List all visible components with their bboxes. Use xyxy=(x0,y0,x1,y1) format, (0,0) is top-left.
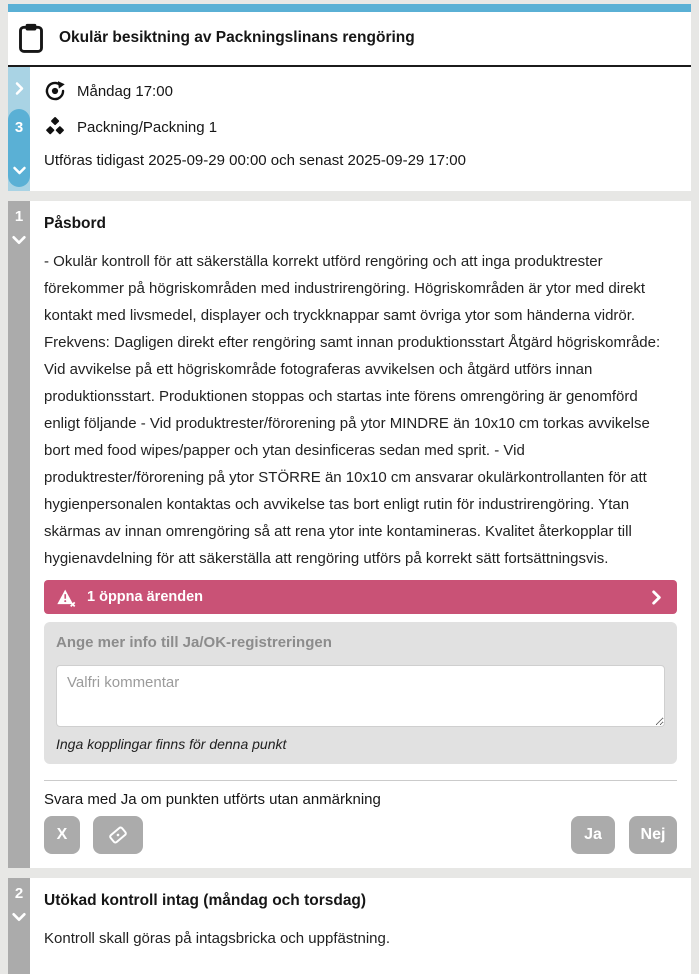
comment-label: Ange mer info till Ja/OK-registreringen xyxy=(56,634,332,651)
point-count: 3 xyxy=(14,119,24,136)
yes-button[interactable]: Ja xyxy=(571,816,615,854)
schedule-rail xyxy=(8,67,30,191)
no-button[interactable]: Nej xyxy=(629,816,677,854)
expand-right-button[interactable] xyxy=(12,67,27,109)
checklist-header xyxy=(8,12,691,67)
chevron-down-icon[interactable] xyxy=(11,232,27,248)
task-1-rail xyxy=(8,201,30,868)
task-1-title: Påsbord xyxy=(44,215,107,232)
open-issues-label: 1 öppna ärenden xyxy=(87,589,204,605)
answer-button-row xyxy=(44,816,677,854)
answer-prompt: Svara med Ja om punkten utförts utan anmärkning xyxy=(44,791,381,808)
warning-triangle-x-icon xyxy=(56,587,77,608)
comment-input[interactable] xyxy=(56,665,665,727)
task-card-1 xyxy=(8,201,691,868)
task-2-content xyxy=(30,878,691,974)
comment-panel xyxy=(44,622,677,764)
task-1-content xyxy=(30,201,691,868)
packaging-cubes-icon xyxy=(44,116,66,138)
schedule-window-row xyxy=(44,152,466,169)
page-title: Okulär besiktning av Packningslinans rengöring xyxy=(59,29,415,46)
task-card-2 xyxy=(8,878,691,974)
schedule-window-label: Utföras tidigast 2025-09-29 00:00 och senast 2025-09-29 17:00 xyxy=(44,152,466,169)
tag-button[interactable] xyxy=(93,816,143,854)
point-count-pill[interactable] xyxy=(8,109,30,187)
task-2-number: 2 xyxy=(14,885,24,902)
chevron-right-icon xyxy=(648,589,665,606)
recurring-inspection-icon xyxy=(44,80,66,102)
clipboard-icon xyxy=(18,23,44,53)
clear-answer-button[interactable]: X xyxy=(44,816,80,854)
task-2-description: Kontroll skall göras på intagsbricka och uppfästning. xyxy=(44,930,391,947)
chevron-down-icon xyxy=(12,163,27,178)
open-issues-banner[interactable] xyxy=(44,580,677,614)
schedule-content xyxy=(30,67,478,191)
schedule-line-row xyxy=(44,116,466,138)
task-2-rail xyxy=(8,878,30,974)
chevron-down-icon[interactable] xyxy=(11,909,27,925)
chevron-right-icon xyxy=(12,81,27,96)
ticket-icon xyxy=(106,823,130,847)
task-1-number: 1 xyxy=(14,208,24,225)
task-1-description: - Okulär kontroll för att säkerställa korrekt utförd rengöring och att inga produktrester förekommer på högriskområden med industrirengöring. Högriskområden är ytor med direkt kontakt med livsmedel, displayer och tryckknappar samt övriga ytor som händerna vidrör. Frekvens: Dagligen direkt efter rengöring samt innan produktionsstart Åtgärd högriskområde: Vid avvikelse på ett högriskområde fotograferas avvikelsen och åtgärd utförs innan produktionsstart. Produktionen stoppas och startas inte förens omrengöring är genomförd enligt följande - Vid produktrester/förorening på ytor MINDRE än 10x10 cm torkas avvikelse bort med food wipes/papper och ytan desinficeras sedan med sprit. - Vid produktrester/förorening på ytor STÖRRE än 10x10 cm ansvarar okulärkontrollanten för att hygienpersonalen kontaktas och avvikelse tas bort enligt rutin för industrirengöring. Ytan skärmas av innan omrengöring så att rena ytor inte kontamineras. Kvalitet återkopplar till hygienavdelning för att säkerställa att rengöring utförs på korrekt sätt fortsättningsvis. xyxy=(44,253,661,567)
task-2-title: Utökad kontroll intag (måndag och torsdag) xyxy=(44,892,367,909)
top-accent-bar xyxy=(8,4,691,12)
schedule-time-row xyxy=(44,80,466,102)
schedule-card xyxy=(8,67,691,191)
no-links-note: Inga kopplingar finns för denna punkt xyxy=(56,736,287,752)
schedule-time-label: Måndag 17:00 xyxy=(77,82,173,100)
schedule-line-label: Packning/Packning 1 xyxy=(77,118,218,136)
divider xyxy=(44,780,677,781)
